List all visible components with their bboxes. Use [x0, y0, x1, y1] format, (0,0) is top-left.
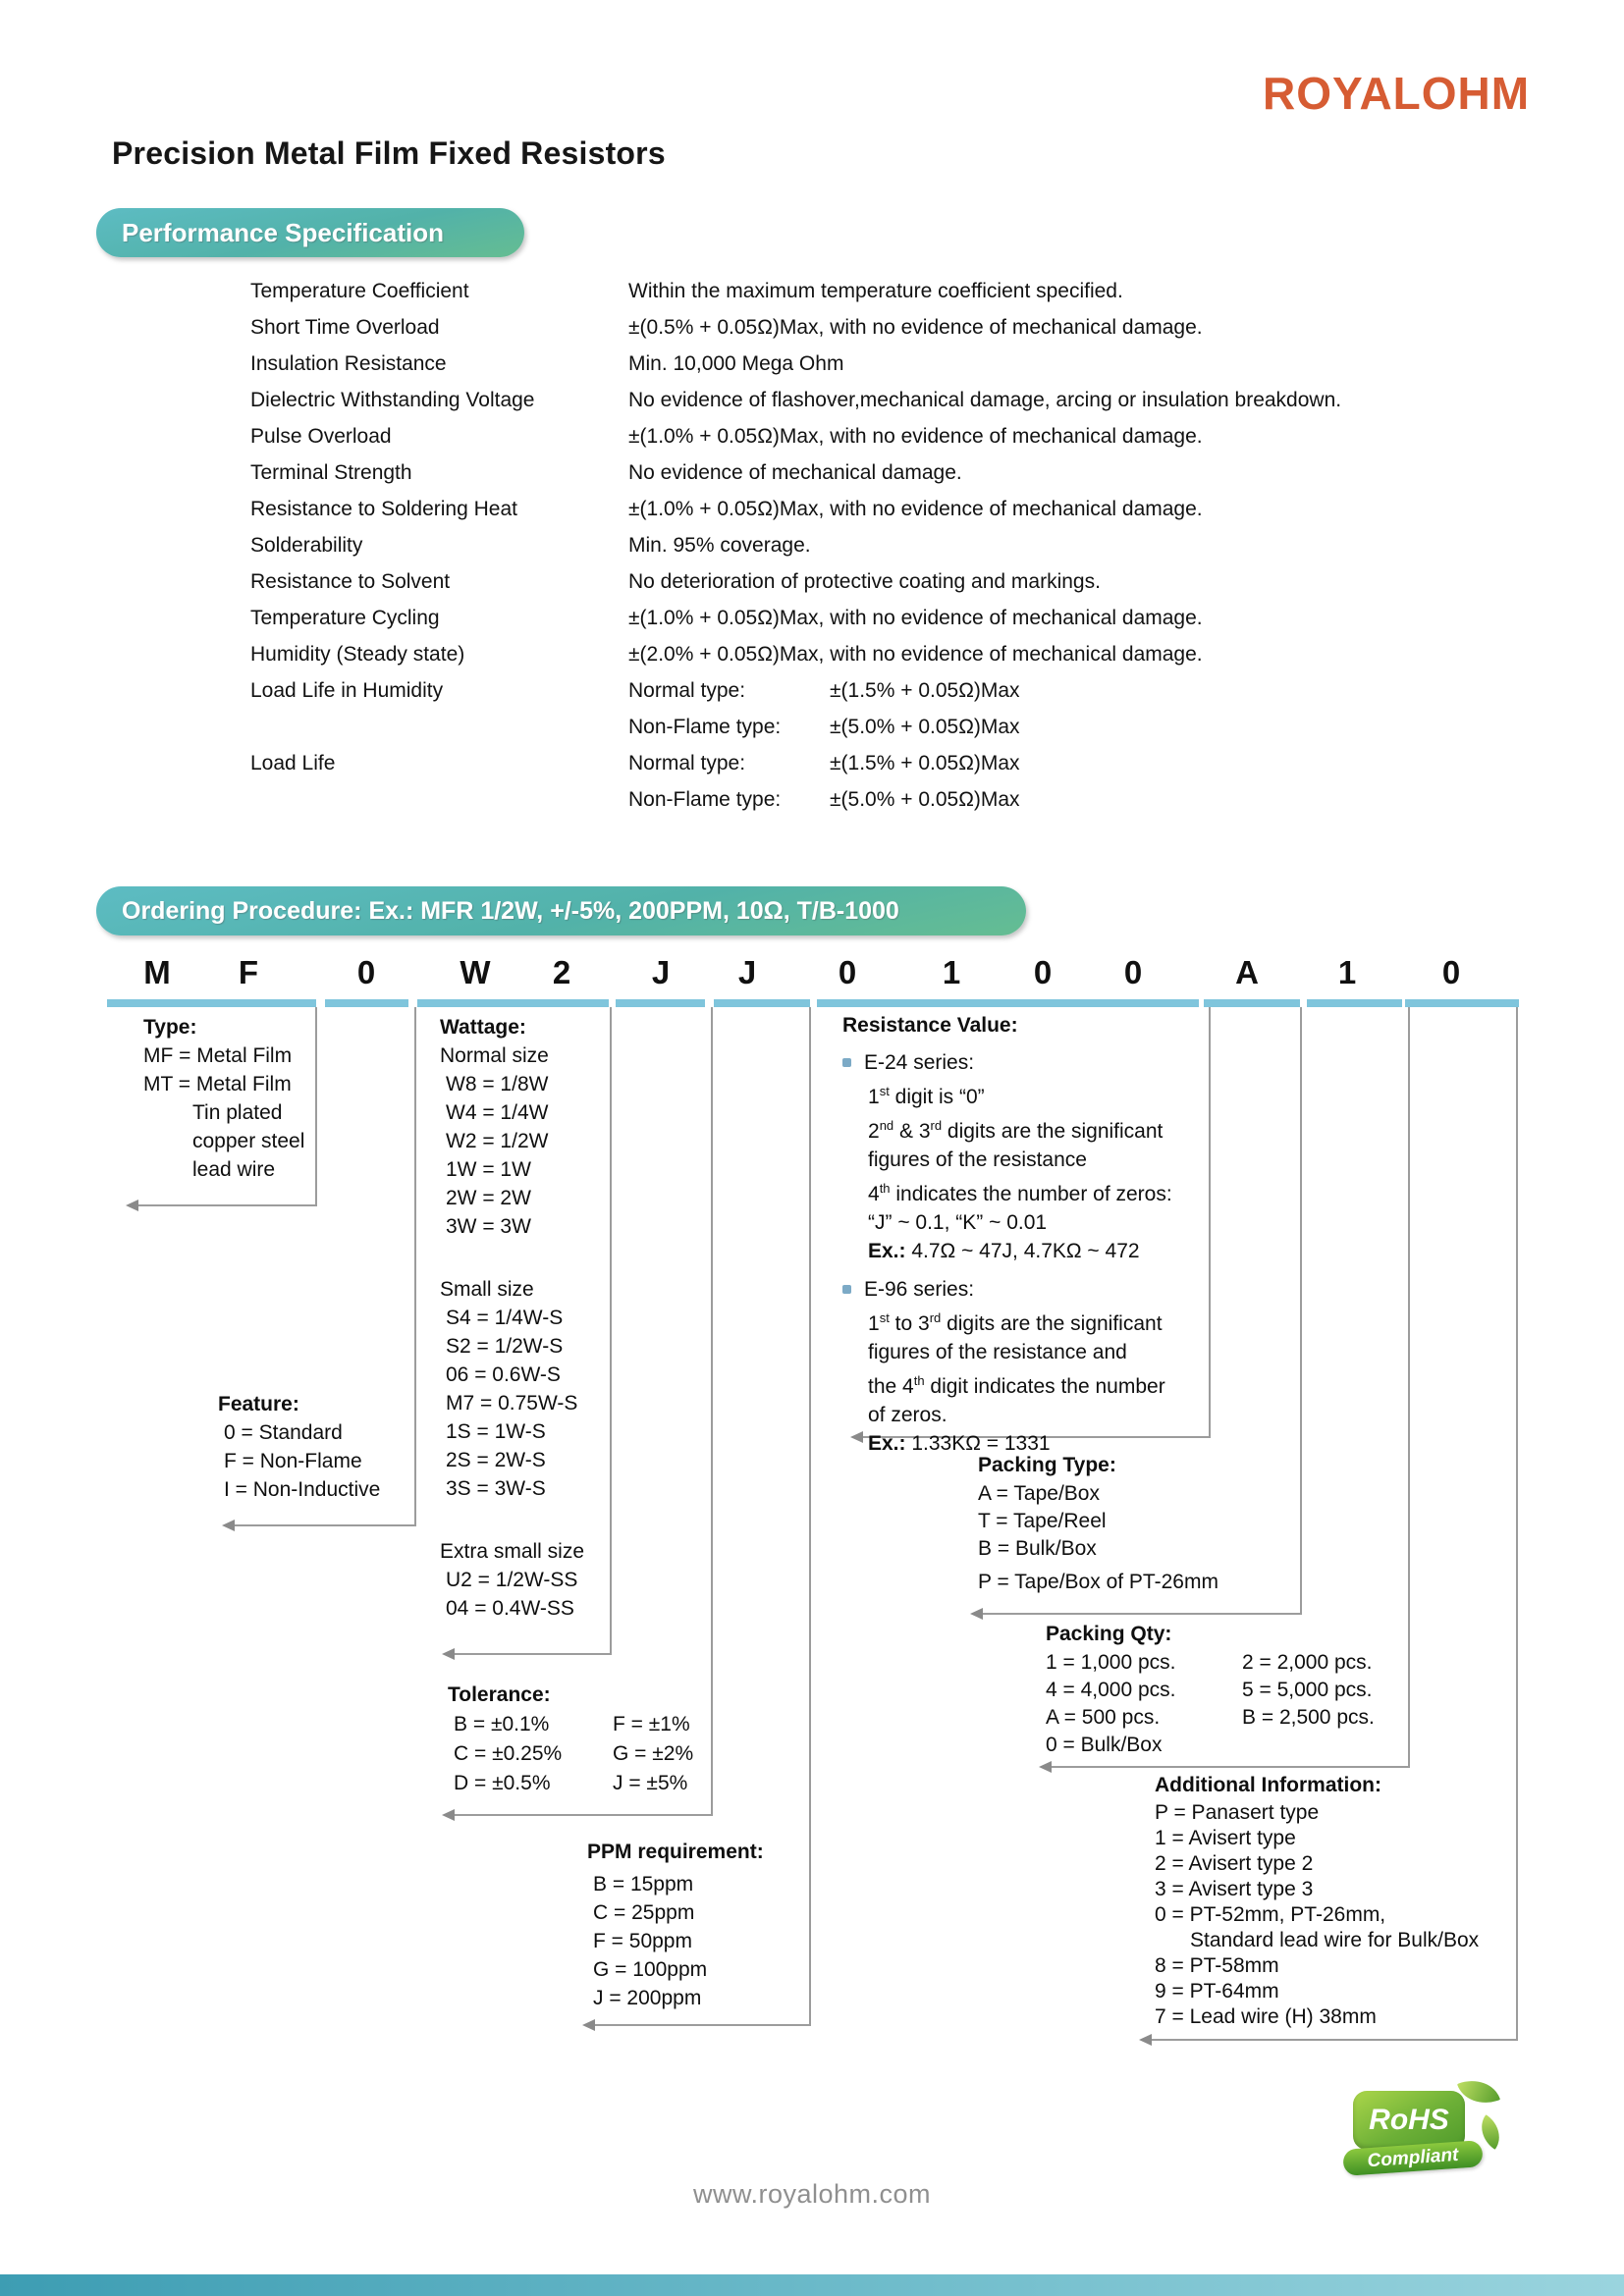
performance-spec-table [250, 273, 1341, 818]
ordering-wattage-box [440, 1013, 584, 1623]
connector-line [454, 1653, 611, 1655]
spec-value: ±(2.0% + 0.05Ω)Max, with no evidence of mechanical damage. [628, 643, 1203, 666]
ordering-section-header [96, 886, 1026, 935]
arrow-left-icon [1039, 1761, 1052, 1773]
box-item: 1st to 3rd digits are the significant [868, 1310, 1163, 1335]
arrow-left-icon [582, 2019, 595, 2031]
box-item: MF = Metal Film [143, 1044, 293, 1067]
ordering-additional-info-box [1155, 1771, 1479, 2030]
box-group-label: Normal size [440, 1044, 549, 1067]
connector-line [1209, 1007, 1211, 1438]
box-item: 04 = 0.4W-SS [446, 1597, 574, 1620]
spec-row [250, 346, 1341, 382]
code-char: J [737, 954, 757, 990]
code-underline-segment [817, 999, 1199, 1007]
spec-label: Load Life in Humidity [250, 679, 444, 702]
connector-line [234, 1524, 415, 1526]
code-char: 1 [1337, 954, 1357, 990]
connector-line [711, 1007, 713, 1816]
rohs-compliant-banner: Compliant [1342, 2140, 1484, 2176]
box-item: U2 = 1/2W-SS [446, 1569, 578, 1591]
spec-value: ±(1.0% + 0.05Ω)Max, with no evidence of mechanical damage. [628, 607, 1203, 629]
box-item: 2 = Avisert type 2 [1155, 1852, 1314, 1875]
arrow-left-icon [222, 1520, 235, 1531]
spec-row [250, 418, 1341, 454]
code-char: 1 [942, 954, 961, 990]
box-item: “J” ~ 0.1, “K” ~ 0.01 [868, 1211, 1048, 1234]
box-item-row: A = 500 pcs. B = 2,500 pcs. [1046, 1706, 1375, 1729]
connector-line [809, 1007, 811, 2026]
spec-label: Solderability [250, 534, 363, 557]
code-underline-segment [616, 999, 705, 1007]
spec-row [250, 636, 1341, 672]
code-char: 0 [1123, 954, 1143, 990]
box-item: copper steel [192, 1130, 305, 1152]
spec-row [250, 491, 1341, 527]
box-item: T = Tape/Reel [978, 1510, 1107, 1532]
box-title: Feature: [218, 1393, 299, 1415]
connector-line [1408, 1007, 1410, 1768]
code-char: 2 [552, 954, 571, 990]
spec-row [250, 309, 1341, 346]
box-item-row: 1 = 1,000 pcs. 2 = 2,000 pcs. [1046, 1651, 1373, 1674]
box-item: I = Non-Inductive [224, 1478, 381, 1501]
spec-row [250, 527, 1341, 563]
box-title: Type: [143, 1016, 197, 1039]
spec-row [250, 273, 1341, 309]
box-group-label: Small size [440, 1278, 534, 1301]
ordering-feature-box [218, 1390, 380, 1504]
connector-line [982, 1613, 1301, 1615]
spec-value: Min. 95% coverage. [628, 534, 811, 557]
box-item: S2 = 1/2W-S [446, 1335, 564, 1358]
box-title: Resistance Value: [842, 1014, 1018, 1037]
spec-value: No evidence of mechanical damage. [628, 461, 962, 484]
code-char: 0 [1033, 954, 1053, 990]
box-item: figures of the resistance [868, 1148, 1087, 1171]
box-item: 0 = Bulk/Box [1046, 1734, 1163, 1756]
box-group-label: Extra small size [440, 1540, 585, 1563]
spec-row [250, 454, 1341, 491]
box-item: figures of the resistance and [868, 1341, 1127, 1363]
footer-bar [0, 2274, 1624, 2296]
ordering-header-label: Ordering Procedure: Ex.: MFR 1/2W, +/-5%, 200PPM, 10Ω, T/B-1000 [122, 896, 899, 925]
box-title: Packing Type: [978, 1454, 1116, 1476]
box-item: M7 = 0.75W-S [446, 1392, 578, 1415]
box-item-row: C = ±0.25% G = ±2% [454, 1742, 694, 1765]
spec-row [250, 563, 1341, 600]
box-item: MT = Metal Film [143, 1073, 292, 1095]
code-underline-segment [107, 999, 316, 1007]
spec-subrow: Non-Flame type: ±(5.0% + 0.05Ω)Max [628, 788, 1020, 811]
brand-logo: ROYALOHM [1263, 68, 1531, 119]
arrow-left-icon [126, 1200, 138, 1211]
spec-value: ±(0.5% + 0.05Ω)Max, with no evidence of mechanical damage. [628, 316, 1203, 339]
box-item: Tin plated [192, 1101, 283, 1124]
spec-value: ±(1.0% + 0.05Ω)Max, with no evidence of mechanical damage. [628, 425, 1203, 448]
box-item-row: 4 = 4,000 pcs. 5 = 5,000 pcs. [1046, 1679, 1373, 1701]
bullet-icon [842, 1058, 851, 1067]
ordering-packing-qty-box [1046, 1620, 1375, 1759]
connector-line [414, 1007, 416, 1526]
ordering-packing-type-box [978, 1451, 1218, 1596]
box-item: B = 15ppm [593, 1873, 694, 1896]
code-underline-segment [1204, 999, 1300, 1007]
spec-label: Pulse Overload [250, 425, 392, 448]
box-title: PPM requirement: [587, 1841, 764, 1863]
box-item: C = 25ppm [593, 1901, 695, 1924]
arrow-left-icon [442, 1648, 455, 1660]
series-label: E-24 series: [864, 1051, 975, 1074]
spec-value: Within the maximum temperature coefficient specified. [628, 280, 1123, 302]
spec-label: Load Life [250, 752, 336, 774]
box-item: 06 = 0.6W-S [446, 1363, 561, 1386]
box-item: G = 100ppm [593, 1958, 708, 1981]
box-item: 9 = PT-64mm [1155, 1980, 1279, 2002]
code-char: J [651, 954, 671, 990]
box-item: the 4th digit indicates the number [868, 1373, 1165, 1398]
connector-line [137, 1204, 316, 1206]
connector-line [1516, 1007, 1518, 2041]
box-item: 1st digit is “0” [868, 1084, 985, 1108]
box-title: Wattage: [440, 1016, 526, 1039]
rohs-compliant-logo [1343, 2091, 1510, 2199]
box-item: J = 200ppm [593, 1987, 702, 2009]
connector-line [315, 1007, 317, 1206]
spec-value: ±(1.0% + 0.05Ω)Max, with no evidence of mechanical damage. [628, 498, 1203, 520]
spec-row-load-life-humidity [250, 672, 1341, 745]
connector-line [594, 2024, 810, 2026]
box-item: Ex.: 1.33KΩ = 1331 [868, 1432, 1051, 1455]
box-item: F = Non-Flame [224, 1450, 362, 1472]
code-char: 0 [838, 954, 857, 990]
spec-subrow: Normal type: ±(1.5% + 0.05Ω)Max [628, 679, 1020, 702]
code-char: 0 [1441, 954, 1461, 990]
code-char: F [238, 954, 259, 990]
box-item: of zeros. [868, 1404, 947, 1426]
spec-row [250, 382, 1341, 418]
spec-value: Min. 10,000 Mega Ohm [628, 352, 844, 375]
box-item: W8 = 1/8W [446, 1073, 549, 1095]
box-item: A = Tape/Box [978, 1482, 1100, 1505]
code-char: W [460, 954, 491, 990]
box-item: 8 = PT-58mm [1155, 1954, 1279, 1977]
box-item-row: B = ±0.1% F = ±1% [454, 1713, 690, 1735]
box-item: P = Tape/Box of PT-26mm [978, 1571, 1218, 1593]
connector-line [1300, 1007, 1302, 1615]
spec-value: No evidence of flashover,mechanical damage, arcing or insulation breakdown. [628, 389, 1342, 411]
box-item: W4 = 1/4W [446, 1101, 549, 1124]
box-item: 1W = 1W [446, 1158, 531, 1181]
spec-row-load-life [250, 745, 1341, 818]
connector-line [454, 1814, 712, 1816]
box-item: P = Panasert type [1155, 1801, 1320, 1824]
spec-value [628, 745, 1020, 818]
performance-header-label: Performance Specification [122, 217, 444, 247]
spec-label: Temperature Coefficient [250, 280, 469, 302]
ordering-resistance-box [842, 1011, 1172, 1458]
performance-section-header [96, 208, 524, 257]
box-item: lead wire [192, 1158, 276, 1181]
spec-value [628, 672, 1020, 745]
code-underline-segment [1405, 999, 1519, 1007]
spec-label: Temperature Cycling [250, 607, 440, 629]
ordering-type-box [143, 1013, 304, 1184]
page-title: Precision Metal Film Fixed Resistors [112, 135, 666, 171]
box-item: 2S = 2W-S [446, 1449, 546, 1471]
series-label: E-96 series: [864, 1278, 975, 1301]
box-item: Standard lead wire for Bulk/Box [1190, 1929, 1480, 1951]
code-underline-segment [1307, 999, 1402, 1007]
box-item: S4 = 1/4W-S [446, 1307, 564, 1329]
connector-line [1151, 2039, 1517, 2041]
website-link[interactable]: www.royalohm.com [692, 2179, 932, 2209]
box-item: F = 50ppm [593, 1930, 692, 1952]
spec-label: Humidity (Steady state) [250, 643, 465, 666]
spec-label: Resistance to Soldering Heat [250, 498, 517, 520]
arrow-left-icon [442, 1809, 455, 1821]
box-item: 7 = Lead wire (H) 38mm [1155, 2005, 1377, 2028]
box-bullet-row [842, 1275, 1172, 1304]
rohs-badge: RoHS [1353, 2091, 1465, 2150]
box-item: 3 = Avisert type 3 [1155, 1878, 1314, 1900]
box-item: W2 = 1/2W [446, 1130, 549, 1152]
connector-line [1051, 1766, 1409, 1768]
arrow-left-icon [970, 1608, 983, 1620]
box-title: Tolerance: [448, 1683, 551, 1706]
code-char: 0 [356, 954, 376, 990]
box-item: 1S = 1W-S [446, 1420, 546, 1443]
box-item: Ex.: 4.7Ω ~ 47J, 4.7KΩ ~ 472 [868, 1240, 1140, 1262]
box-item: 2W = 2W [446, 1187, 531, 1209]
box-item: 0 = PT-52mm, PT-26mm, [1155, 1903, 1386, 1926]
ordering-ppm-box [587, 1838, 764, 2012]
box-item: 0 = Standard [224, 1421, 343, 1444]
box-title: Packing Qty: [1046, 1623, 1172, 1645]
box-item: 3W = 3W [446, 1215, 531, 1238]
box-item: 3S = 3W-S [446, 1477, 546, 1500]
spec-row [250, 600, 1341, 636]
code-underline-segment [417, 999, 609, 1007]
code-underline-segment [325, 999, 408, 1007]
spec-label: Insulation Resistance [250, 352, 447, 375]
spec-label: Resistance to Solvent [250, 570, 451, 593]
spec-label: Short Time Overload [250, 316, 440, 339]
spec-value: No deterioration of protective coating and markings. [628, 570, 1101, 593]
spec-subrow: Normal type: ±(1.5% + 0.05Ω)Max [628, 752, 1020, 774]
box-item: 2nd & 3rd digits are the significant [868, 1118, 1164, 1143]
box-item: 1 = Avisert type [1155, 1827, 1296, 1849]
ordering-tolerance-box [448, 1681, 693, 1798]
arrow-left-icon [1139, 2034, 1152, 2046]
code-underline-segment [714, 999, 810, 1007]
box-item: 4th indicates the number of zeros: [868, 1181, 1172, 1205]
box-item: B = Bulk/Box [978, 1537, 1097, 1560]
code-char: M [143, 954, 171, 990]
box-bullet-row [842, 1048, 1172, 1077]
spec-label: Terminal Strength [250, 461, 412, 484]
code-char: A [1235, 954, 1259, 990]
box-item-row: D = ±0.5% J = ±5% [454, 1772, 688, 1794]
connector-line [610, 1007, 612, 1655]
bullet-icon [842, 1285, 851, 1294]
spec-label: Dielectric Withstanding Voltage [250, 389, 535, 411]
spec-subrow: Non-Flame type: ±(5.0% + 0.05Ω)Max [628, 716, 1020, 738]
box-title: Additional Information: [1155, 1774, 1381, 1796]
